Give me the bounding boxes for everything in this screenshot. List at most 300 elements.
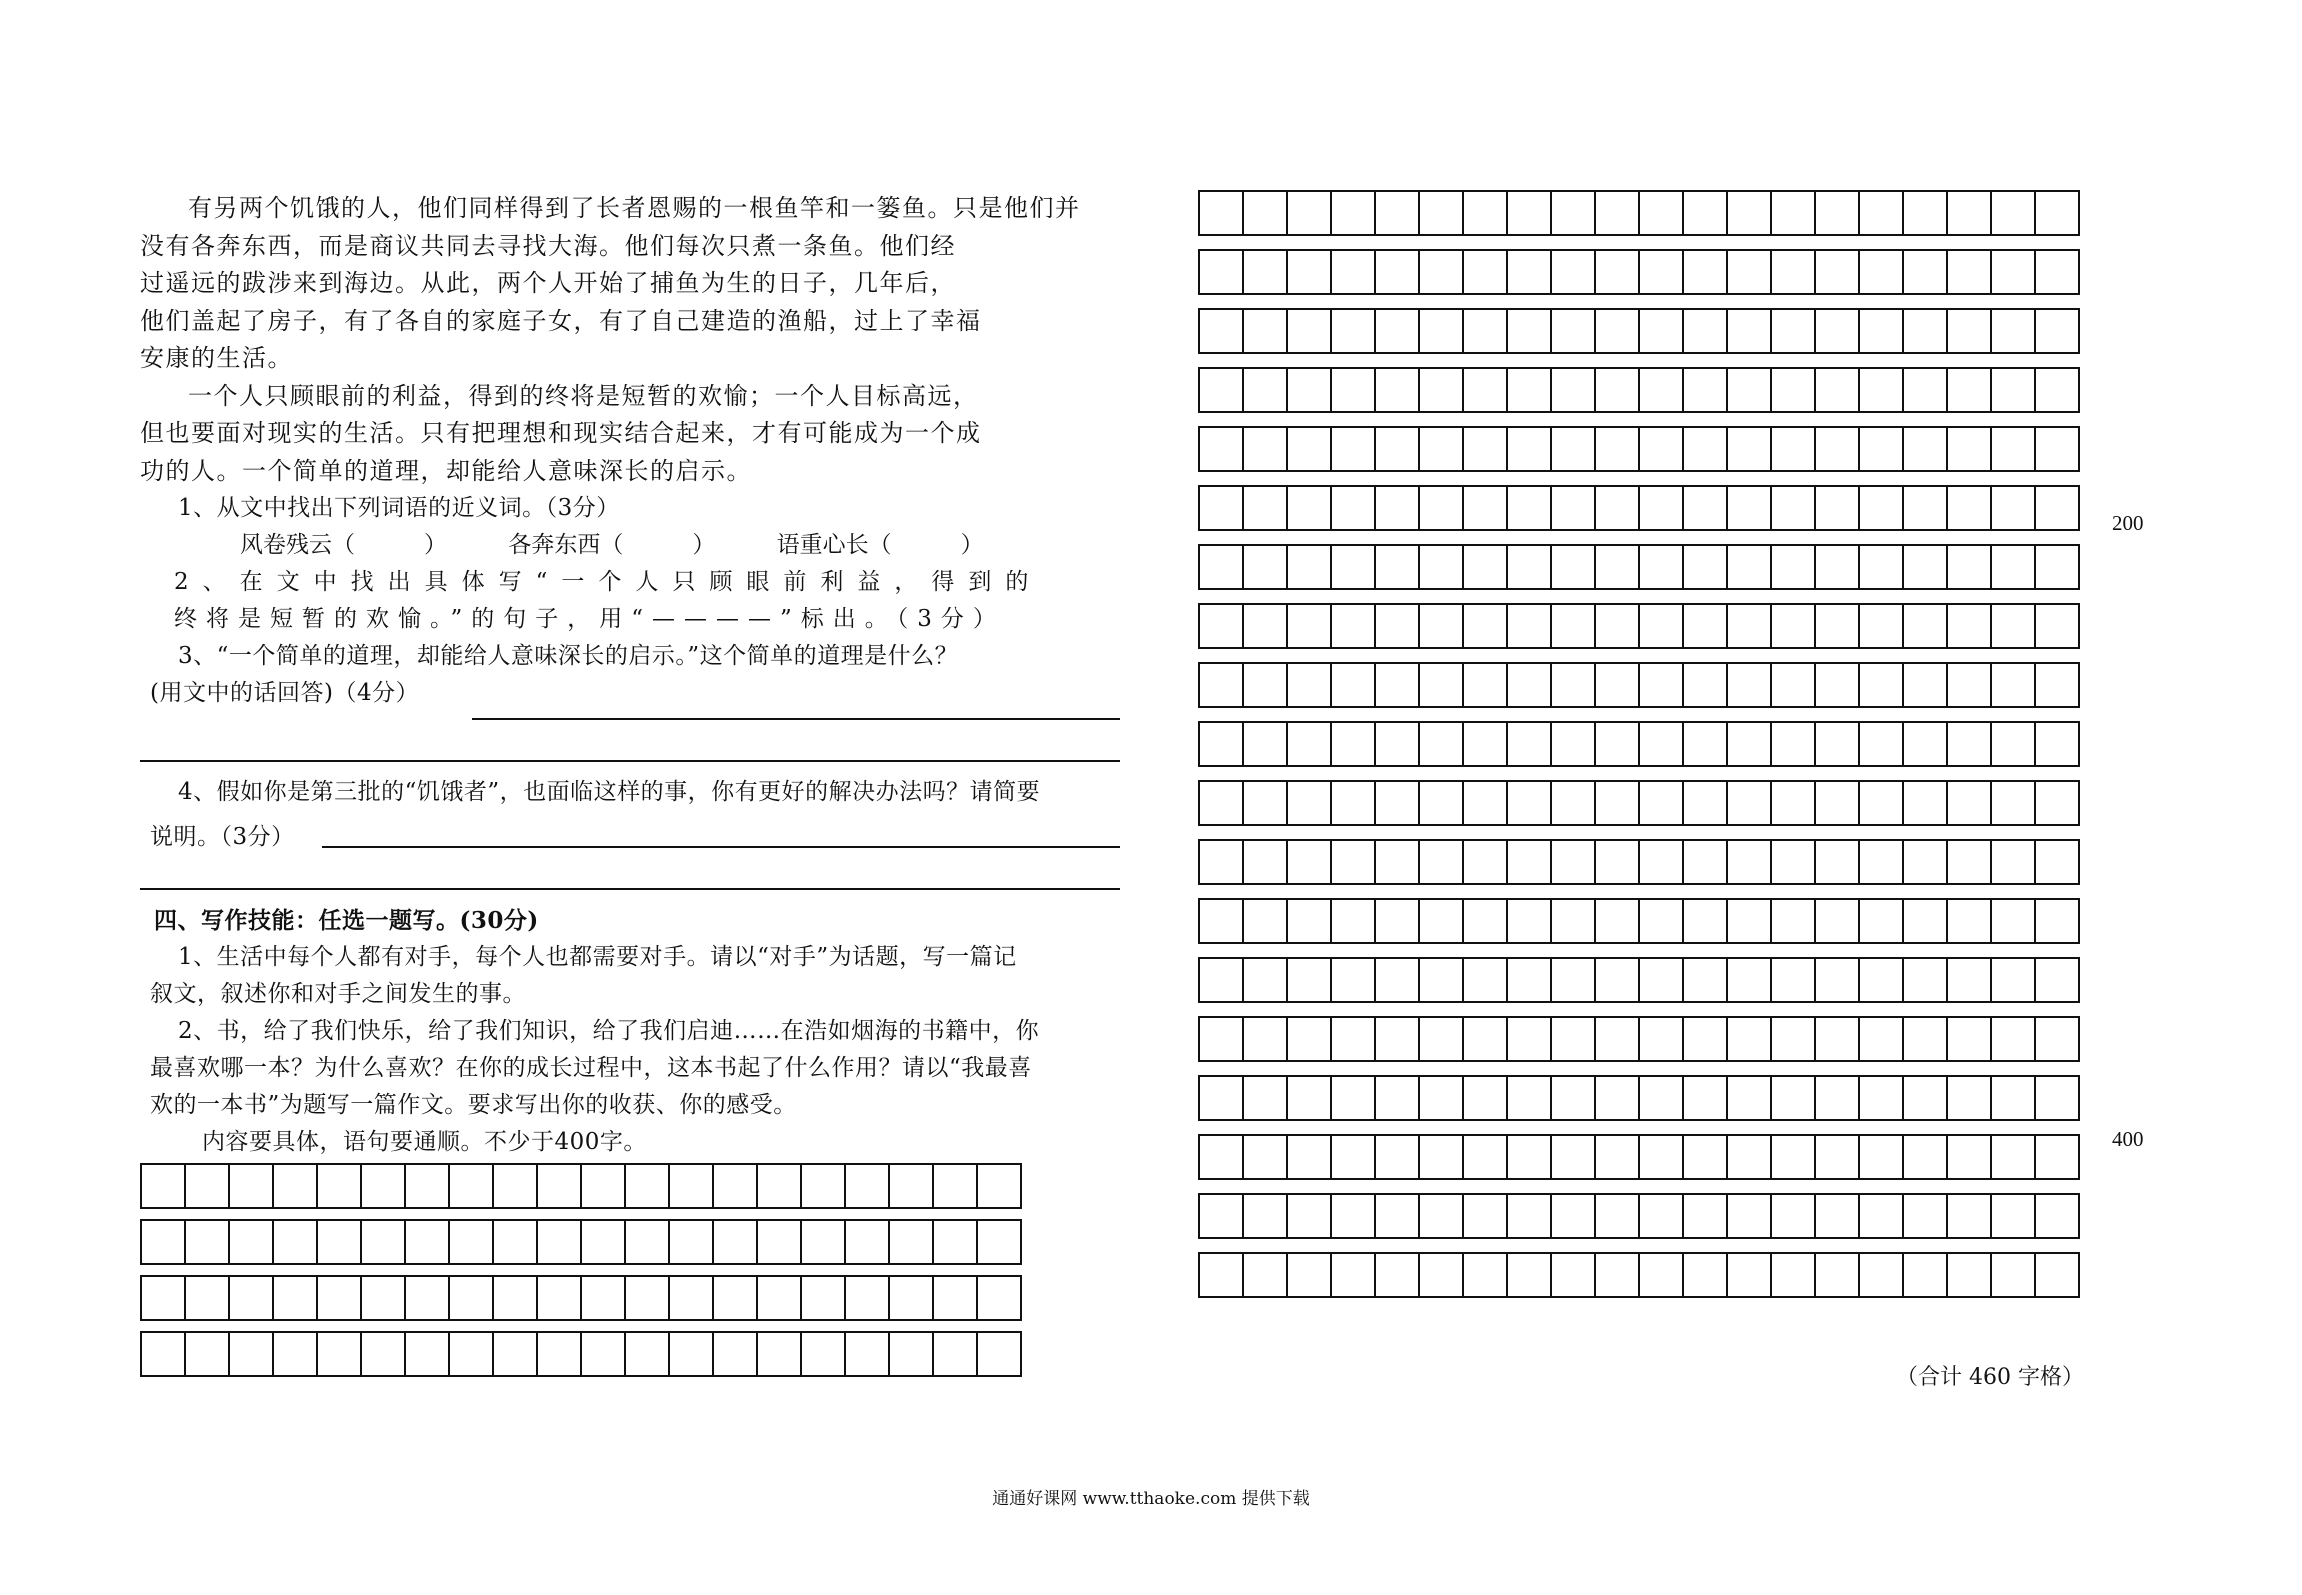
grid-cell[interactable]	[537, 1276, 581, 1320]
grid-cell[interactable]	[1287, 1076, 1331, 1120]
grid-cell[interactable]	[2035, 486, 2079, 530]
grid-cell[interactable]	[933, 1332, 977, 1376]
grid-cell[interactable]	[1595, 368, 1639, 412]
grid-cell[interactable]	[1375, 663, 1419, 707]
grid-cell[interactable]	[1947, 368, 1991, 412]
grid-cell[interactable]	[1859, 1017, 1903, 1061]
grid-cell[interactable]	[1771, 368, 1815, 412]
grid-cell[interactable]	[1815, 1194, 1859, 1238]
grid-cell[interactable]	[1331, 368, 1375, 412]
grid-cell[interactable]	[1903, 958, 1947, 1002]
grid-cell[interactable]	[317, 1164, 361, 1208]
grid-cell[interactable]	[713, 1164, 757, 1208]
grid-cell[interactable]	[1419, 604, 1463, 648]
grid-cell[interactable]	[625, 1276, 669, 1320]
grid-cell[interactable]	[1551, 1194, 1595, 1238]
grid-cell[interactable]	[1199, 604, 1243, 648]
grid-cell[interactable]	[2035, 1017, 2079, 1061]
grid-cell[interactable]	[1903, 781, 1947, 825]
grid-cell[interactable]	[845, 1332, 889, 1376]
grid-cell[interactable]	[1331, 604, 1375, 648]
grid-cell[interactable]	[757, 1276, 801, 1320]
grid-cell[interactable]	[1287, 781, 1331, 825]
grid-cell[interactable]	[1375, 427, 1419, 471]
grid-cell[interactable]	[1331, 840, 1375, 884]
grid-cell[interactable]	[1991, 604, 2035, 648]
grid-cell[interactable]	[1199, 899, 1243, 943]
grid-cell[interactable]	[1375, 1076, 1419, 1120]
grid-cell[interactable]	[405, 1164, 449, 1208]
grid-cell[interactable]	[1419, 368, 1463, 412]
grid-cell[interactable]	[1199, 1017, 1243, 1061]
grid-cell[interactable]	[2035, 604, 2079, 648]
synonym-blank-1[interactable]: 风卷残云（ ）	[240, 532, 447, 558]
grid-cell[interactable]	[2035, 427, 2079, 471]
grid-cell[interactable]	[1815, 604, 1859, 648]
grid-cell[interactable]	[1463, 309, 1507, 353]
grid-cell[interactable]	[2035, 1194, 2079, 1238]
grid-cell[interactable]	[1947, 1076, 1991, 1120]
grid-cell[interactable]	[1815, 840, 1859, 884]
grid-cell[interactable]	[1771, 427, 1815, 471]
grid-cell[interactable]	[1551, 368, 1595, 412]
grid-cell[interactable]	[801, 1332, 845, 1376]
grid-cell[interactable]	[1551, 427, 1595, 471]
grid-cell[interactable]	[1903, 1253, 1947, 1297]
grid-cell[interactable]	[1243, 1253, 1287, 1297]
grid-cell[interactable]	[1727, 368, 1771, 412]
grid-cell[interactable]	[1815, 1076, 1859, 1120]
grid-cell[interactable]	[1551, 545, 1595, 589]
grid-cell[interactable]	[1903, 309, 1947, 353]
grid-cell[interactable]	[1507, 250, 1551, 294]
grid-cell[interactable]	[1243, 663, 1287, 707]
grid-cell[interactable]	[1859, 722, 1903, 766]
grid-cell[interactable]	[1419, 781, 1463, 825]
grid-cell[interactable]	[1507, 1017, 1551, 1061]
grid-cell[interactable]	[1859, 250, 1903, 294]
grid-cell[interactable]	[1507, 368, 1551, 412]
grid-cell[interactable]	[1991, 1135, 2035, 1179]
grid-cell[interactable]	[1859, 899, 1903, 943]
grid-cell[interactable]	[1595, 250, 1639, 294]
grid-cell[interactable]	[1771, 1253, 1815, 1297]
answer-line[interactable]	[322, 846, 1120, 848]
grid-cell[interactable]	[1243, 368, 1287, 412]
grid-cell[interactable]	[1639, 958, 1683, 1002]
grid-cell[interactable]	[1859, 368, 1903, 412]
grid-cell[interactable]	[1771, 1076, 1815, 1120]
grid-cell[interactable]	[1287, 250, 1331, 294]
grid-cell[interactable]	[1771, 1135, 1815, 1179]
grid-cell[interactable]	[933, 1164, 977, 1208]
grid-cell[interactable]	[493, 1220, 537, 1264]
grid-cell[interactable]	[1727, 427, 1771, 471]
grid-cell[interactable]	[273, 1332, 317, 1376]
grid-cell[interactable]	[1947, 663, 1991, 707]
grid-cell[interactable]	[1639, 1194, 1683, 1238]
grid-cell[interactable]	[1243, 722, 1287, 766]
grid-cell[interactable]	[1287, 1017, 1331, 1061]
grid-cell[interactable]	[1199, 781, 1243, 825]
grid-cell[interactable]	[1243, 958, 1287, 1002]
grid-cell[interactable]	[1199, 958, 1243, 1002]
answer-line[interactable]	[140, 888, 1120, 890]
grid-cell[interactable]	[1331, 191, 1375, 235]
grid-cell[interactable]	[449, 1276, 493, 1320]
grid-cell[interactable]	[1727, 486, 1771, 530]
grid-cell[interactable]	[1947, 309, 1991, 353]
grid-cell[interactable]	[361, 1276, 405, 1320]
grid-cell[interactable]	[1375, 781, 1419, 825]
grid-cell[interactable]	[1815, 1017, 1859, 1061]
grid-cell[interactable]	[1859, 1253, 1903, 1297]
grid-cell[interactable]	[757, 1220, 801, 1264]
grid-cell[interactable]	[1287, 427, 1331, 471]
grid-cell[interactable]	[757, 1332, 801, 1376]
grid-cell[interactable]	[1419, 722, 1463, 766]
grid-cell[interactable]	[933, 1276, 977, 1320]
grid-cell[interactable]	[1551, 781, 1595, 825]
grid-cell[interactable]	[2035, 1253, 2079, 1297]
grid-cell[interactable]	[2035, 958, 2079, 1002]
grid-cell[interactable]	[141, 1164, 185, 1208]
grid-cell[interactable]	[1903, 1194, 1947, 1238]
grid-cell[interactable]	[1991, 427, 2035, 471]
grid-cell[interactable]	[1815, 486, 1859, 530]
grid-cell[interactable]	[1243, 309, 1287, 353]
grid-cell[interactable]	[185, 1164, 229, 1208]
answer-line[interactable]	[472, 718, 1120, 720]
grid-cell[interactable]	[1331, 486, 1375, 530]
grid-cell[interactable]	[1903, 899, 1947, 943]
grid-cell[interactable]	[1243, 1017, 1287, 1061]
grid-cell[interactable]	[1375, 309, 1419, 353]
grid-cell[interactable]	[1287, 1253, 1331, 1297]
grid-cell[interactable]	[1595, 663, 1639, 707]
grid-cell[interactable]	[537, 1164, 581, 1208]
grid-cell[interactable]	[1595, 427, 1639, 471]
grid-cell[interactable]	[1199, 427, 1243, 471]
grid-cell[interactable]	[889, 1332, 933, 1376]
grid-cell[interactable]	[1287, 486, 1331, 530]
grid-cell[interactable]	[1199, 486, 1243, 530]
grid-cell[interactable]	[1419, 663, 1463, 707]
grid-cell[interactable]	[1815, 427, 1859, 471]
grid-cell[interactable]	[1375, 899, 1419, 943]
grid-cell[interactable]	[1243, 250, 1287, 294]
grid-cell[interactable]	[1507, 1076, 1551, 1120]
grid-cell[interactable]	[1199, 722, 1243, 766]
grid-cell[interactable]	[1815, 899, 1859, 943]
grid-cell[interactable]	[1947, 1135, 1991, 1179]
grid-cell[interactable]	[361, 1164, 405, 1208]
grid-cell[interactable]	[1991, 1253, 2035, 1297]
grid-cell[interactable]	[1639, 663, 1683, 707]
grid-cell[interactable]	[273, 1276, 317, 1320]
grid-cell[interactable]	[1595, 604, 1639, 648]
grid-cell[interactable]	[1639, 781, 1683, 825]
grid-cell[interactable]	[1991, 309, 2035, 353]
grid-cell[interactable]	[977, 1332, 1021, 1376]
grid-cell[interactable]	[1903, 486, 1947, 530]
grid-cell[interactable]	[1287, 604, 1331, 648]
grid-cell[interactable]	[1419, 427, 1463, 471]
grid-cell[interactable]	[1375, 545, 1419, 589]
grid-cell[interactable]	[1243, 486, 1287, 530]
grid-cell[interactable]	[1595, 958, 1639, 1002]
grid-cell[interactable]	[1199, 368, 1243, 412]
grid-cell[interactable]	[1771, 309, 1815, 353]
grid-cell[interactable]	[1419, 1017, 1463, 1061]
grid-cell[interactable]	[625, 1332, 669, 1376]
grid-cell[interactable]	[1551, 1076, 1595, 1120]
grid-cell[interactable]	[1815, 781, 1859, 825]
grid-cell[interactable]	[1463, 840, 1507, 884]
grid-cell[interactable]	[1287, 1194, 1331, 1238]
grid-cell[interactable]	[1199, 309, 1243, 353]
grid-cell[interactable]	[1727, 1076, 1771, 1120]
grid-cell[interactable]	[1331, 1135, 1375, 1179]
grid-cell[interactable]	[1991, 250, 2035, 294]
grid-cell[interactable]	[1243, 840, 1287, 884]
grid-cell[interactable]	[713, 1276, 757, 1320]
grid-cell[interactable]	[1463, 1135, 1507, 1179]
grid-cell[interactable]	[537, 1332, 581, 1376]
grid-cell[interactable]	[1243, 604, 1287, 648]
grid-cell[interactable]	[1771, 899, 1815, 943]
grid-cell[interactable]	[1639, 427, 1683, 471]
grid-cell[interactable]	[1331, 958, 1375, 1002]
grid-cell[interactable]	[1683, 899, 1727, 943]
grid-cell[interactable]	[581, 1332, 625, 1376]
grid-cell[interactable]	[1859, 781, 1903, 825]
grid-cell[interactable]	[1815, 368, 1859, 412]
grid-cell[interactable]	[1903, 368, 1947, 412]
grid-cell[interactable]	[1375, 486, 1419, 530]
grid-cell[interactable]	[1243, 899, 1287, 943]
grid-cell[interactable]	[1771, 1194, 1815, 1238]
grid-cell[interactable]	[1595, 1017, 1639, 1061]
grid-cell[interactable]	[1419, 191, 1463, 235]
grid-cell[interactable]	[1859, 1194, 1903, 1238]
grid-cell[interactable]	[185, 1332, 229, 1376]
grid-cell[interactable]	[1551, 1017, 1595, 1061]
grid-cell[interactable]	[1375, 958, 1419, 1002]
grid-cell[interactable]	[1551, 309, 1595, 353]
grid-cell[interactable]	[801, 1164, 845, 1208]
grid-cell[interactable]	[1947, 899, 1991, 943]
grid-cell[interactable]	[1199, 250, 1243, 294]
grid-cell[interactable]	[1463, 545, 1507, 589]
grid-cell[interactable]	[1683, 250, 1727, 294]
grid-cell[interactable]	[1727, 545, 1771, 589]
grid-cell[interactable]	[1903, 545, 1947, 589]
grid-cell[interactable]	[1331, 427, 1375, 471]
grid-cell[interactable]	[1507, 1135, 1551, 1179]
grid-cell[interactable]	[1551, 899, 1595, 943]
grid-cell[interactable]	[1683, 1017, 1727, 1061]
grid-cell[interactable]	[1815, 1253, 1859, 1297]
grid-cell[interactable]	[1551, 191, 1595, 235]
grid-cell[interactable]	[1727, 722, 1771, 766]
grid-cell[interactable]	[1903, 250, 1947, 294]
grid-cell[interactable]	[1463, 368, 1507, 412]
grid-cell[interactable]	[1859, 604, 1903, 648]
grid-cell[interactable]	[1463, 191, 1507, 235]
grid-cell[interactable]	[1419, 840, 1463, 884]
grid-cell[interactable]	[1419, 545, 1463, 589]
grid-cell[interactable]	[1331, 1076, 1375, 1120]
grid-cell[interactable]	[1947, 1017, 1991, 1061]
grid-cell[interactable]	[1287, 663, 1331, 707]
grid-cell[interactable]	[1507, 427, 1551, 471]
grid-cell[interactable]	[889, 1220, 933, 1264]
grid-cell[interactable]	[1507, 1253, 1551, 1297]
grid-cell[interactable]	[977, 1164, 1021, 1208]
grid-cell[interactable]	[1463, 781, 1507, 825]
grid-cell[interactable]	[493, 1164, 537, 1208]
grid-cell[interactable]	[669, 1276, 713, 1320]
grid-cell[interactable]	[1947, 427, 1991, 471]
grid-cell[interactable]	[1727, 958, 1771, 1002]
grid-cell[interactable]	[1507, 840, 1551, 884]
grid-cell[interactable]	[405, 1276, 449, 1320]
grid-cell[interactable]	[1331, 1253, 1375, 1297]
grid-cell[interactable]	[1771, 604, 1815, 648]
grid-cell[interactable]	[1375, 840, 1419, 884]
grid-cell[interactable]	[1727, 309, 1771, 353]
grid-cell[interactable]	[1595, 545, 1639, 589]
grid-cell[interactable]	[1991, 781, 2035, 825]
grid-cell[interactable]	[1639, 1135, 1683, 1179]
grid-cell[interactable]	[1375, 191, 1419, 235]
grid-cell[interactable]	[1859, 958, 1903, 1002]
grid-cell[interactable]	[1903, 722, 1947, 766]
grid-cell[interactable]	[2035, 309, 2079, 353]
grid-cell[interactable]	[1595, 1194, 1639, 1238]
grid-cell[interactable]	[317, 1220, 361, 1264]
grid-cell[interactable]	[2035, 840, 2079, 884]
grid-cell[interactable]	[1507, 781, 1551, 825]
grid-cell[interactable]	[1859, 1135, 1903, 1179]
grid-cell[interactable]	[1463, 486, 1507, 530]
grid-cell[interactable]	[449, 1332, 493, 1376]
grid-cell[interactable]	[1199, 663, 1243, 707]
grid-cell[interactable]	[1551, 958, 1595, 1002]
grid-cell[interactable]	[1771, 250, 1815, 294]
grid-cell[interactable]	[1243, 191, 1287, 235]
grid-cell[interactable]	[1463, 604, 1507, 648]
grid-cell[interactable]	[1639, 486, 1683, 530]
grid-cell[interactable]	[1331, 309, 1375, 353]
grid-cell[interactable]	[2035, 1135, 2079, 1179]
grid-cell[interactable]	[1375, 722, 1419, 766]
grid-cell[interactable]	[1991, 840, 2035, 884]
grid-cell[interactable]	[493, 1332, 537, 1376]
grid-cell[interactable]	[1727, 1253, 1771, 1297]
grid-cell[interactable]	[1991, 1017, 2035, 1061]
grid-cell[interactable]	[1199, 1253, 1243, 1297]
grid-cell[interactable]	[1595, 486, 1639, 530]
grid-cell[interactable]	[1199, 1135, 1243, 1179]
grid-cell[interactable]	[1727, 1194, 1771, 1238]
grid-cell[interactable]	[1683, 604, 1727, 648]
grid-cell[interactable]	[1815, 250, 1859, 294]
grid-cell[interactable]	[1551, 722, 1595, 766]
grid-cell[interactable]	[1947, 1253, 1991, 1297]
grid-cell[interactable]	[1947, 604, 1991, 648]
grid-cell[interactable]	[1595, 309, 1639, 353]
grid-cell[interactable]	[229, 1220, 273, 1264]
grid-cell[interactable]	[1551, 604, 1595, 648]
grid-cell[interactable]	[1815, 545, 1859, 589]
grid-cell[interactable]	[977, 1276, 1021, 1320]
grid-cell[interactable]	[757, 1164, 801, 1208]
grid-cell[interactable]	[1683, 958, 1727, 1002]
grid-cell[interactable]	[1947, 1194, 1991, 1238]
grid-cell[interactable]	[1287, 722, 1331, 766]
grid-cell[interactable]	[889, 1164, 933, 1208]
grid-cell[interactable]	[669, 1164, 713, 1208]
grid-cell[interactable]	[1243, 1076, 1287, 1120]
grid-cell[interactable]	[1903, 604, 1947, 648]
grid-cell[interactable]	[1991, 663, 2035, 707]
grid-cell[interactable]	[1683, 722, 1727, 766]
grid-cell[interactable]	[1375, 1135, 1419, 1179]
grid-cell[interactable]	[1287, 191, 1331, 235]
grid-cell[interactable]	[1507, 663, 1551, 707]
grid-cell[interactable]	[405, 1220, 449, 1264]
grid-cell[interactable]	[1507, 604, 1551, 648]
grid-cell[interactable]	[1727, 604, 1771, 648]
grid-cell[interactable]	[317, 1276, 361, 1320]
grid-cell[interactable]	[1463, 722, 1507, 766]
grid-cell[interactable]	[537, 1220, 581, 1264]
grid-cell[interactable]	[1551, 486, 1595, 530]
grid-cell[interactable]	[1683, 191, 1727, 235]
grid-cell[interactable]	[185, 1220, 229, 1264]
grid-cell[interactable]	[1903, 840, 1947, 884]
grid-cell[interactable]	[713, 1220, 757, 1264]
grid-cell[interactable]	[1199, 1194, 1243, 1238]
grid-cell[interactable]	[1815, 191, 1859, 235]
grid-cell[interactable]	[1375, 250, 1419, 294]
grid-cell[interactable]	[229, 1164, 273, 1208]
grid-cell[interactable]	[1903, 663, 1947, 707]
grid-cell[interactable]	[1771, 722, 1815, 766]
grid-cell[interactable]	[1991, 486, 2035, 530]
grid-cell[interactable]	[2035, 191, 2079, 235]
grid-cell[interactable]	[229, 1332, 273, 1376]
grid-cell[interactable]	[1903, 1076, 1947, 1120]
grid-cell[interactable]	[1463, 1253, 1507, 1297]
grid-cell[interactable]	[669, 1332, 713, 1376]
grid-cell[interactable]	[1991, 958, 2035, 1002]
grid-cell[interactable]	[845, 1164, 889, 1208]
grid-cell[interactable]	[1463, 663, 1507, 707]
grid-cell[interactable]	[1595, 722, 1639, 766]
grid-cell[interactable]	[1947, 840, 1991, 884]
grid-cell[interactable]	[1859, 309, 1903, 353]
grid-cell[interactable]	[405, 1332, 449, 1376]
grid-cell[interactable]	[1727, 250, 1771, 294]
grid-cell[interactable]	[2035, 545, 2079, 589]
grid-cell[interactable]	[801, 1220, 845, 1264]
grid-cell[interactable]	[1199, 191, 1243, 235]
grid-cell[interactable]	[1507, 309, 1551, 353]
grid-cell[interactable]	[1375, 1253, 1419, 1297]
